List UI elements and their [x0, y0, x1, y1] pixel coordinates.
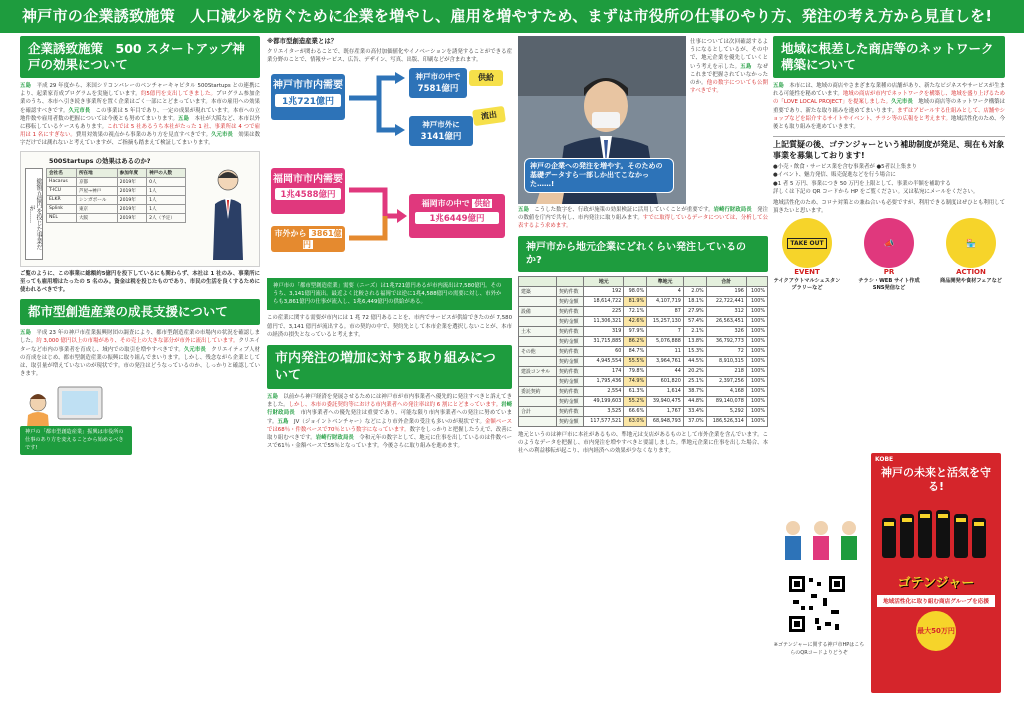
startups-body — [20, 82, 260, 148]
subsidy-list — [773, 163, 1005, 196]
qr-code[interactable] — [787, 574, 847, 634]
table-header: 準地元 — [647, 276, 684, 286]
table-header: 地元 — [584, 276, 624, 286]
table-header — [556, 276, 583, 286]
creative-illustration — [20, 381, 260, 451]
body-text: 効果は数字だけでは測れないと考えていますが、ご指摘も踏まえて検証してまいります。 — [20, 132, 260, 147]
gotenger-poster: KOBE 神戸の未来と活気を守る! ゴテンジャー 地域活性化に取り組む商店グループを応援 最大50万円 — [871, 453, 1001, 693]
body-text: 平成 29 年度から、米国シリコンバレーのベンチャーキャピタル 500Startups との連携により、起業家育成プログラムを実施しています。 — [20, 83, 260, 98]
table-row: ELKR シンガポール 2019年 1人 — [47, 195, 186, 204]
section-title-startups: 企業誘致施策 500 スタートアップ神戸の効果について — [20, 36, 260, 78]
analysis-body — [518, 206, 768, 231]
body-text: こうした数字を、行政が施策の効果検証に活用していくことが重要です。 — [534, 207, 714, 213]
highlight-text: 金額ベースでは68％・件数ベースで70％という数字になっています。 — [267, 418, 512, 433]
speaker-label: 五島 — [773, 83, 790, 89]
highlight-text: 約 3,000 億円以上の市場があり、その売上の大きな部分が市外に流出しています。 — [36, 338, 239, 345]
column-2 — [267, 36, 512, 724]
speaker-label: 五島 — [178, 115, 195, 122]
highlight-text: しかし、本市の委託契約等における市内業者への発注率は約 6 割にとどまっています。 — [288, 402, 502, 409]
outflow-tag: 流出 — [472, 106, 506, 126]
startups-table — [46, 168, 186, 223]
speaker-label: 久元市長 — [68, 107, 96, 114]
column-3 — [518, 36, 768, 724]
shopkeepers-illustration — [775, 516, 867, 576]
event-icon: TAKE OUT — [782, 218, 832, 268]
table-row: 契約金額 117,577,521 63.0% 68,948,793 37.0% 186,526,314 100% — [519, 416, 768, 426]
list-item: ●1 者 5 万円、事業につき 50 万円を上限として、事業の半額を補助する — [773, 180, 951, 187]
body-text: この事業は 5 年目であり、一定の成果が現れています。本市への立地件数や雇用者数の把握については今後とも努めてまいります。 — [20, 107, 260, 122]
photo-block — [518, 36, 768, 206]
speaker-label: 久元市長 — [211, 132, 239, 139]
speaker-label: 久元市長 — [891, 99, 919, 106]
body-text: 地域の商店等のネットワーク構築は重要であり、新たな取り組みを進めてまいります。 — [773, 99, 1005, 114]
fukuoka-inflow-box: 市外から 3861億円 — [271, 226, 345, 252]
highlight-text: すでに取得しているデータについては、分析して公表するよう求めます。 — [518, 215, 768, 230]
body-text: 仕事については次回確認するようになるとしているが、その中で、地元企業を優先していくという考えを示した。 — [690, 39, 768, 70]
table-row: 契約金額 1,795,436 74.9% 601,820 25.1% 2,397,256 100% — [519, 376, 768, 386]
speaker-label: 岩崎行財政局長 — [713, 207, 758, 213]
event-item: TAKE OUT EVENT テイクアウトマルシェスタンプラリーなど — [773, 218, 841, 292]
local-orders-body — [267, 393, 512, 450]
table-row: その他 契約件数 60 84.7% 11 15.3% 72 100% — [519, 346, 768, 356]
network-body — [773, 82, 1005, 131]
figure-title: 500Startups の効果はあるのか? — [49, 156, 151, 165]
speaker-label: 五島 — [740, 63, 757, 70]
body-text: 費用対効果の視点から事業のあり方を見直すべきです。 — [75, 132, 212, 139]
highlight-text: これでは 5 社あるうち本社がたった 1 社、事業所は 4 つで雇用は 1 名にすぎない。 — [20, 124, 260, 139]
table-header: 合計 — [706, 276, 746, 286]
pr-item: 📣 PR チラシ・WEB サイト作成SNS発信など — [855, 218, 923, 292]
table-row: 建設コンサル 契約件数 174 79.8% 44 20.2% 218 100% — [519, 366, 768, 376]
heroes-illustration — [876, 498, 996, 568]
table-row: Splink 東京 2019年 1人 — [47, 204, 186, 213]
subsidy-icons — [773, 218, 1005, 292]
table-row: T-ICU 芦屋→神戸 2019年 1人 — [47, 186, 186, 195]
body-text: 以前から神戸経済を発展させるためには神戸市が市内事業者へ優先的に発注すべきと訴えてきました。 — [267, 394, 512, 409]
photo-side-text — [690, 38, 768, 95]
body-text: 本市には、地域の商店やさまざまな業種の店舗があり、新たなビジネスやサービスが生まれる可能性を秘めています。 — [773, 83, 1005, 98]
startups-figure — [20, 151, 260, 267]
body-text: プログラム参加企業のうち、本市へ引き続き事業所を置く企業はごく一部にとどまっています。本市の雇用への効果を確認すべきです。 — [20, 91, 260, 114]
speaker-label: 岩崎行財政局長 — [267, 402, 512, 417]
page-banner: 神戸市の企業誘致施策 人口減少を防ぐために企業を増やし、雇用を増やすため、まずは市役所の仕事のやり方、発注の考え方から見直しを! — [0, 0, 1024, 33]
column-4 — [773, 36, 1005, 724]
highlight-text: 地域の商店が市内でネットワークを構築し、地域を盛り上げるための「LOVE LOCAL PROJECT」を提案しました。 — [773, 91, 1005, 106]
subsidy-note: 地域活性化のため、コロナ対策との兼ね合いも必要ですが、利用できる制度はぜひとも利用して頂きたいと思います。 — [773, 200, 1005, 215]
body-text: クリエイターなど市内の事業者を育成し、域内での取引を増やすべきです。 — [20, 338, 260, 353]
speaker-label: 五島 — [277, 418, 294, 425]
fukuoka-demand-box: 福岡市市内需要 1兆4588億円 — [271, 168, 345, 214]
creative-caption: 神戸の「都市型創造産業」振興は市役所の仕事のあり方を変えることから始めるべきです! — [20, 426, 132, 455]
megaphone-icon: 📣 — [864, 218, 914, 268]
body-text: 市内事業者への優先発注は重要であり、可能な限り市内事業者への発注に努めています。 — [267, 410, 512, 425]
body-text: 令和元年の数字として、地元に仕事を出しているのは件数ベースで61％・金額ベースで55％となっています。今後さらに取り組みを進めます。 — [267, 435, 512, 450]
kobe-demand-box: 神戸市市内需要 1兆721億円 — [271, 74, 345, 120]
figure-side-note: 総額五億円を投じた事業だが…… — [25, 168, 43, 260]
definition-body: クリエイターが関わることで、既存産業の高付加価値化やイノベーションを誘発することができる産業分野のことで、情報サービス、広告、デザイン、写真、出版、印刷などが含まれます。 — [267, 49, 512, 64]
table-row: 契約金額 4,945,554 55.5% 3,964,761 44.5% 8,910,315 100% — [519, 356, 768, 366]
table-row: 契約金額 18,614,722 81.9% 4,107,719 18.1% 22,722,441 100% — [519, 296, 768, 306]
list-item: 詳しくは下記の QR コードから HP をご覧ください。又は私宛にメールをください。 — [773, 188, 979, 195]
list-item: ●小売・飲食・サービス業を含む事業者が ●5者以上集まり — [773, 164, 917, 171]
contracts-table — [518, 276, 768, 427]
definition-title: ※都市型創造産業とは？ — [267, 37, 338, 45]
table-header — [624, 276, 647, 286]
limit-badge: 最大50万円 — [916, 611, 956, 651]
table-row: 委託契約 契約件数 2,554 61.3% 1,614 38.7% 4,168 100% — [519, 386, 768, 396]
qr-caption: ※ゴテンジャーに関する神戸市HPはこちらのQRコードよりどうぞ — [773, 642, 865, 657]
body-text: 発注の数値を庁内で共有し、市内発注に取り組みます。 — [518, 207, 768, 222]
table-header: 所在地 — [76, 168, 117, 177]
photo-caption: 神戸の企業への発注を増やす。そのための基礎データすら一部しか出てこなかった……! — [524, 158, 674, 193]
flow-diagram — [267, 68, 512, 280]
kobe-supply-tag: 供給 — [469, 70, 503, 86]
table-row: 契約金額 31,715,885 86.2% 5,076,888 13.8% 36,792,773 100% — [519, 336, 768, 346]
body-text: 数字をしっかりと把握したうえで、改善に取り組むべきです。 — [267, 426, 512, 442]
body-text: クリエイティブ人材の育成をはじめ、都市型創造産業の振興に取り組んでまいります。 — [20, 346, 260, 361]
table-notes: 地元というのは神戸市に本社があるもの、準地元は支店があるものとして市外企業を含んでいます。このようなデータを把握し、市内発注を増やすべきと要請しました。準地元企業に仕事を出した場合、本社への利益移転が起こり、市内経済への効果が少なくなります。 — [518, 431, 768, 455]
table-header: 会社名 — [47, 168, 77, 177]
creative-body — [20, 329, 260, 378]
store-icon: 🏪 — [946, 218, 996, 268]
demand-body: この産業に関する需要が市内には 1 兆 72 億円あることを、市内でサービスが供給できたのが 7,580 億円で、3,141 億円が流出する。市の契約の中で、契約先として本市企業を選択しないことが、本市の経済の損失となっていると考えます。 — [267, 315, 512, 338]
table-header — [683, 276, 706, 286]
section-title-table: 神戸市から地元企業にどれくらい発注しているのか? — [518, 236, 768, 272]
table-row: 契約金額 11,306,321 42.6% 15,257,130 57.4% 26,563,451 100% — [519, 316, 768, 326]
table-row: 建築 契約件数 192 98.0% 4 2.0% 196 100% — [519, 286, 768, 296]
action-item: 🏪 ACTION 商品開発や食材フェアなど — [937, 218, 1005, 292]
table-row: NEL 大阪 2019年 2人（予定） — [47, 213, 186, 222]
speaker-label: 岩崎行財政局長 — [315, 435, 360, 442]
highlight-text: 約5億円を支出してきました。 — [140, 91, 217, 98]
highlight-text: 他の数字についても公開すべきです。 — [690, 80, 768, 95]
table-row: 土木 契約件数 319 97.9% 7 2.1% 326 100% — [519, 326, 768, 336]
table-header — [746, 276, 767, 286]
body-text: 地域活性化のため、今後とも取り組みを進めていきます。 — [773, 115, 1005, 131]
table-header — [519, 276, 557, 286]
kobe-outflow-box: 神戸市外に 3141億円 — [409, 116, 473, 146]
speaker-label: 五島 — [20, 83, 37, 89]
table-row: Hacarus 京都 2019年 0人 — [47, 177, 186, 186]
table-row: 設備 契約件数 225 72.1% 87 27.9% 312 100% — [519, 306, 768, 316]
list-item: ●イベント、魅力発信、販売促進などを行う場合に — [773, 172, 896, 179]
body-text: なぜこれまで把握されていなかったのか。 — [690, 63, 768, 87]
body-text: JV（ジョイントベンチャー）などにより市外企業の受注も多いのが現状です。 — [293, 418, 485, 425]
speaker-illustration — [203, 164, 253, 264]
table-header: 参加年度 — [117, 168, 146, 177]
kobe-supply-box: 神戸市の中で 7581億円 — [409, 68, 467, 98]
column-1 — [20, 36, 260, 724]
speaker-label: 久元市長 — [183, 346, 212, 353]
section-title-network: 地域に根差した商店等のネットワーク構築について — [773, 36, 1005, 78]
table-row: 契約金額 49,199,603 55.2% 39,940,475 44.8% 89,140,078 100% — [519, 396, 768, 406]
subsidy-title: 上記質疑の後、ゴテンジャーという補助制度が発足、現在も対象事業を募集しております! — [773, 140, 1005, 160]
highlight-text: まずはアピールする仕組みとして、店舗やショップなどを紹介するサイトやイベント、チラシ等の広報をと考えます。 — [773, 107, 1005, 122]
table-row: 合計 契約件数 3,525 66.6% 1,767 33.4% 5,292 100% — [519, 406, 768, 416]
body-text: 平成 23 年の神戸市産業振興財団の調査により、都市型創造産業の市場内の状況を確認しました。 — [20, 330, 260, 345]
section-title-local-orders: 市内発注の増加に対する取り組みについて — [267, 345, 512, 389]
speaker-label: 五島 — [267, 394, 284, 401]
fukuoka-supply-box: 福岡市の中で 供給 1兆6449億円 — [409, 194, 505, 238]
body-text: 本社が大阪など、本市以外に移転しているケースもあります。 — [20, 115, 260, 131]
startups-after: ご覧のように、この事業に総額約5億円を投下しているにも関わらず、本社は 1 社のみ、事業所に至っても雇用増はたったの 5 名のみ。資金は税を投じたものであり、市民の生活を良くするために使われるべきです。 — [20, 270, 260, 294]
flow-note: 神戸市の「都市型創造産業」需要（ニーズ）は1兆721億円あるが市内流出は7,580億円。そのうち、3,141億円流出。最近よく比較される福岡では逆に1兆4,588億円の需要に対し、市外からも3,861億円の仕事が流入し、1兆6,449億円の供給がある。 — [267, 278, 512, 310]
table-header: 神戸の人数 — [147, 168, 186, 177]
body-text: しかし、残念ながら企業としては、取引量が増えていないのが現状です。市の発注はどうなっているのか、しっかりと確認していきます。 — [20, 354, 260, 378]
section-title-creative: 都市型創造産業の成長支援について — [20, 299, 260, 325]
speaker-label: 五島 — [20, 330, 37, 337]
speaker-label: 五島 — [518, 207, 535, 213]
